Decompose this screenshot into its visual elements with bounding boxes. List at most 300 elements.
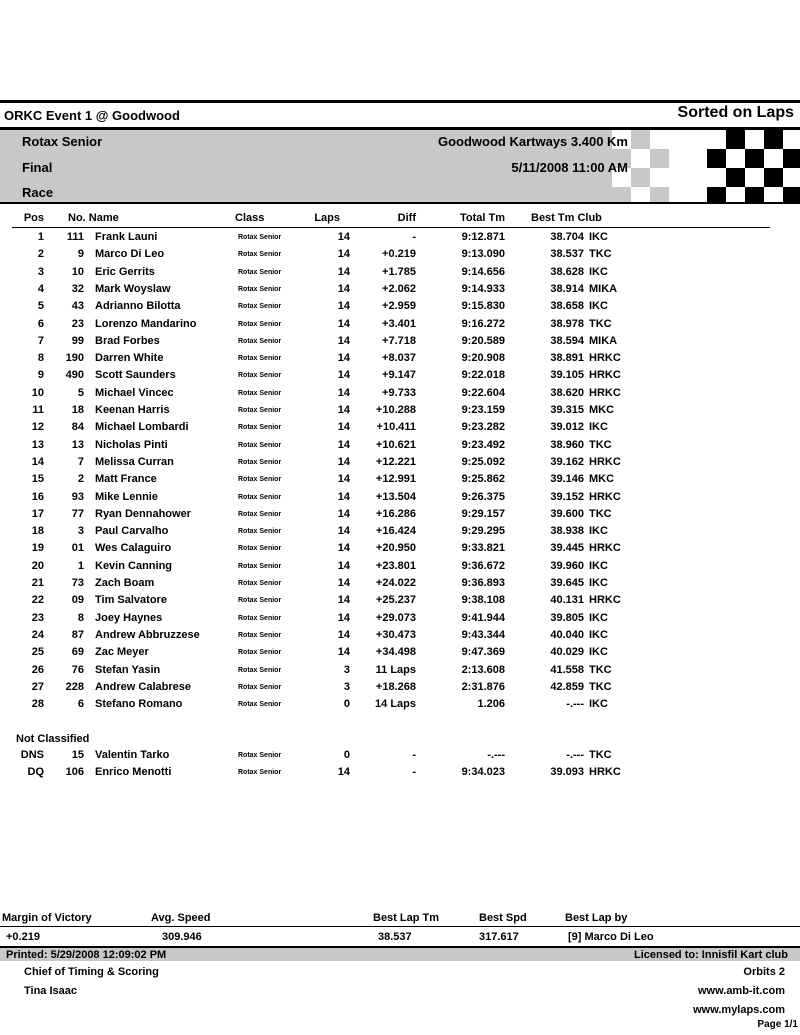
best-by-value: [9] Marco Di Leo (568, 931, 654, 943)
cell-no: 15 (71, 749, 84, 761)
cell-best: 39.093 (550, 766, 584, 779)
result-row (0, 698, 800, 715)
result-row (0, 266, 800, 283)
cell-no: 84 (71, 421, 84, 434)
chief-name: Tina Isaac (24, 985, 77, 997)
cell-class: Rotax Senior (238, 701, 282, 709)
cell-laps: 14 (337, 490, 350, 503)
flag-square (726, 168, 745, 187)
cell-total: 9:25.092 (461, 455, 505, 468)
cell-best: 39.960 (550, 559, 584, 572)
cell-no: 01 (71, 542, 84, 555)
cell-total: 9:26.375 (461, 490, 505, 503)
sorted-label: Sorted on Laps (677, 104, 794, 121)
cell-diff: +2.062 (382, 282, 416, 295)
cell-no: 93 (71, 490, 84, 503)
cell-no: 3 (77, 525, 84, 538)
cell-no: 490 (65, 369, 84, 382)
flag-square (764, 168, 783, 187)
flag-square (783, 130, 800, 149)
cell-class: Rotax Senior (238, 493, 282, 501)
cell-total: 9:14.656 (461, 265, 505, 278)
cell-class: Rotax Senior (238, 458, 282, 466)
cell-pos: 16 (31, 490, 44, 503)
cell-total: 9:22.018 (461, 369, 505, 382)
cell-name: Andrew Abbruzzese (95, 628, 200, 641)
cell-club: TKC (589, 438, 612, 451)
cell-total: 9:15.830 (461, 300, 505, 313)
cell-name: Keenan Harris (95, 404, 170, 416)
flag-square (707, 149, 726, 168)
margin-label: Margin of Victory (2, 912, 92, 924)
cell-club: TKC (589, 663, 612, 676)
result-row (0, 439, 800, 456)
cell-total: 9:33.821 (461, 542, 505, 555)
cell-total: 9:34.023 (461, 766, 505, 779)
cell-pos: 10 (31, 386, 44, 399)
flag-square (612, 187, 631, 204)
cell-name: Lorenzo Mandarino (95, 317, 197, 330)
cell-club: TKC (589, 248, 612, 261)
cell-total: 1.206 (477, 698, 505, 711)
col-pos-header: Pos (23, 212, 44, 224)
cell-total: 9:38.108 (461, 594, 505, 607)
cell-club: TKC (589, 317, 612, 330)
result-row (0, 560, 800, 577)
cell-class: Rotax Senior (238, 649, 282, 657)
flag-square (764, 149, 783, 168)
cell-best: 39.105 (550, 369, 584, 382)
result-row (0, 352, 800, 369)
result-row (0, 231, 800, 248)
cell-laps: 14 (337, 525, 350, 538)
cell-laps: 14 (337, 507, 350, 520)
cell-total: 9:23.492 (461, 438, 505, 451)
cell-club: TKC (589, 680, 612, 693)
cell-club: HRKC (589, 490, 621, 503)
cell-best: 38.978 (550, 317, 584, 330)
cell-name: Wes Calaguiro (95, 542, 172, 555)
cell-diff: +16.424 (375, 525, 416, 538)
cell-best: 39.315 (550, 404, 584, 416)
cell-club: MKC (589, 473, 615, 486)
cell-class: Rotax Senior (238, 268, 282, 276)
flag-square (726, 187, 745, 204)
cell-pos: 8 (37, 352, 44, 365)
result-row (0, 681, 800, 698)
result-row (0, 283, 800, 300)
cell-class: Rotax Senior (238, 285, 282, 293)
flag-square (650, 168, 669, 187)
page-number: Page 1/1 (757, 1019, 798, 1030)
software-name: Orbits 2 (743, 966, 785, 978)
summary-rule (0, 926, 800, 927)
flag-square (631, 187, 650, 204)
cell-laps: 14 (337, 421, 350, 434)
cell-best: 39.645 (550, 577, 584, 589)
cell-class: Rotax Senior (238, 545, 282, 553)
cell-pos: 19 (31, 542, 44, 555)
cell-best: 39.600 (550, 507, 584, 520)
cell-best: 38.620 (550, 386, 584, 399)
result-row (0, 664, 800, 681)
cell-name: Kevin Canning (95, 559, 173, 572)
cell-best: 38.537 (550, 248, 584, 261)
cell-diff: +0.219 (382, 248, 416, 261)
cell-name: Mark Woyslaw (95, 282, 171, 295)
cell-club: IKC (589, 698, 608, 711)
header-box (0, 127, 800, 204)
cell-pos: 25 (31, 646, 44, 659)
cell-class: Rotax Senior (238, 424, 282, 432)
cell-total: 9:20.589 (461, 334, 505, 347)
flag-square (764, 187, 783, 204)
cell-laps: 14 (337, 265, 350, 278)
cell-pos: 26 (31, 663, 44, 676)
cell-name: Paul Carvalho (95, 525, 169, 538)
cell-laps: 14 (337, 248, 350, 261)
flag-square (669, 187, 688, 204)
cell-diff: +23.801 (375, 559, 416, 572)
flag-square (745, 130, 764, 149)
cell-club: HRKC (589, 455, 621, 468)
cell-total: 9:14.933 (461, 282, 505, 295)
col-diff-header: Diff (397, 212, 416, 224)
col-laps-header: Laps (314, 212, 340, 224)
cell-pos: 20 (31, 559, 44, 572)
result-row (0, 542, 800, 559)
cell-total: 9:43.344 (461, 628, 505, 641)
result-row (0, 456, 800, 473)
cell-total: 9:47.369 (461, 646, 505, 659)
cell-diff: +25.237 (375, 594, 416, 607)
cell-total: 9:16.272 (461, 317, 505, 330)
result-row (0, 369, 800, 386)
cell-name: Stefano Romano (95, 698, 183, 711)
cell-diff: - (412, 766, 416, 779)
cell-diff: +10.621 (375, 438, 416, 451)
speed-label: Avg. Speed (151, 912, 211, 924)
cell-total: 9:22.604 (461, 386, 505, 399)
cell-total: 9:36.893 (461, 577, 505, 589)
cell-pos: 11 (32, 404, 44, 416)
cell-no: 190 (65, 352, 84, 365)
cell-club: IKC (589, 646, 608, 659)
cell-best: -.--- (566, 698, 584, 711)
cell-laps: 14 (337, 559, 350, 572)
cell-name: Melissa Curran (95, 455, 174, 468)
cell-no: 18 (71, 404, 84, 416)
cell-pos: 6 (37, 317, 44, 330)
result-row (0, 335, 800, 352)
cell-laps: 14 (337, 404, 350, 416)
cell-name: Zac Meyer (95, 646, 149, 659)
cell-no: 77 (71, 507, 84, 520)
flag-square (650, 149, 669, 168)
cell-best: 39.146 (550, 473, 584, 486)
result-row (0, 421, 800, 438)
cell-class: Rotax Senior (238, 407, 282, 414)
col-best-club-header: Best Tm Club (531, 212, 602, 224)
cell-diff: - (412, 231, 416, 243)
result-row (0, 525, 800, 542)
cell-class: Rotax Senior (238, 752, 282, 759)
cell-best: -.--- (566, 749, 584, 761)
cell-diff: +12.991 (375, 473, 416, 486)
cell-best: 38.704 (550, 231, 584, 243)
cell-best: 40.029 (550, 646, 584, 659)
cell-diff: +2.959 (382, 300, 416, 313)
cell-class: Rotax Senior (238, 476, 282, 484)
cell-total: 9:29.295 (461, 525, 505, 538)
result-row (0, 749, 800, 766)
cell-diff: +13.504 (375, 490, 416, 503)
cell-pos: 22 (31, 594, 44, 607)
cell-total: 2:31.876 (461, 680, 505, 693)
flag-square (688, 168, 707, 187)
cell-no: 1 (77, 559, 84, 572)
cell-pos: DQ (27, 766, 44, 779)
cell-laps: 14 (337, 386, 350, 399)
cell-total: 9:13.090 (461, 248, 505, 261)
cell-diff: +9.147 (382, 369, 416, 382)
class-name: Rotax Senior (22, 134, 103, 149)
cell-class: Rotax Senior (238, 631, 282, 639)
cell-club: MKC (589, 404, 615, 416)
flag-square (631, 168, 650, 187)
flag-square (688, 130, 707, 149)
cell-best: 38.891 (550, 352, 584, 365)
flag-square (631, 149, 650, 168)
col-no-name-header: No. Name (68, 212, 119, 224)
cell-no: 13 (71, 438, 84, 451)
cell-no: 73 (71, 577, 84, 589)
cell-best: 38.938 (550, 525, 584, 538)
cell-class: Rotax Senior (238, 562, 282, 570)
cell-total: 9:25.862 (461, 473, 505, 486)
cell-class: Rotax Senior (238, 510, 282, 518)
cell-class: Rotax Senior (238, 355, 282, 363)
header-rule (12, 227, 770, 228)
cell-class: Rotax Senior (238, 683, 282, 691)
cell-club: IKC (589, 611, 608, 624)
cell-pos: 1 (37, 231, 44, 243)
result-row (0, 404, 800, 421)
printed-bar (0, 946, 800, 961)
cell-name: Mike Lennie (95, 490, 158, 503)
cell-name: Stefan Yasin (95, 663, 161, 676)
flag-square (707, 187, 726, 204)
cell-best: 39.012 (550, 421, 584, 434)
cell-class: Rotax Senior (238, 614, 282, 622)
cell-club: IKC (589, 421, 608, 434)
cell-class: Rotax Senior (238, 234, 282, 241)
cell-club: IKC (589, 265, 608, 278)
cell-diff: +34.498 (375, 646, 416, 659)
cell-no: 2 (77, 473, 84, 486)
cell-total: 9:12.871 (461, 231, 505, 243)
cell-name: Joey Haynes (95, 611, 163, 624)
cell-no: 8 (77, 611, 84, 624)
cell-laps: 14 (337, 594, 350, 607)
flag-square (631, 130, 650, 149)
cell-pos: 28 (31, 698, 44, 711)
cell-club: IKC (589, 559, 608, 572)
cell-laps: 14 (337, 628, 350, 641)
cell-laps: 0 (343, 749, 350, 761)
cell-no: 76 (71, 663, 84, 676)
cell-pos: 21 (31, 577, 44, 589)
result-row (0, 646, 800, 663)
flag-square (650, 187, 669, 204)
flag-square (745, 149, 764, 168)
cell-name: Matt France (95, 473, 157, 486)
cell-laps: 3 (343, 680, 350, 693)
best-lap-value: 38.537 (378, 931, 412, 943)
cell-club: IKC (589, 525, 608, 538)
track-name: Goodwood Kartways 3.400 Km (438, 134, 628, 149)
cell-club: IKC (589, 628, 608, 641)
cell-no: 43 (71, 300, 84, 313)
flag-square (764, 130, 783, 149)
result-row (0, 300, 800, 317)
cell-club: TKC (589, 507, 612, 520)
cell-pos: 18 (31, 525, 44, 538)
cell-no: 5 (77, 386, 84, 399)
cell-best: 39.152 (550, 490, 584, 503)
licensed-to: Licensed to: Innisfil Kart club (633, 949, 788, 961)
cell-total: 9:41.944 (461, 611, 505, 624)
amb-link[interactable]: www.amb-it.com (698, 985, 785, 997)
cell-best: 39.445 (550, 542, 584, 555)
cell-diff: 11 Laps (375, 663, 416, 676)
result-row (0, 473, 800, 490)
cell-pos: 2 (37, 248, 44, 261)
cell-diff: +8.037 (382, 352, 416, 365)
cell-no: 99 (71, 334, 84, 347)
cell-class: Rotax Senior (238, 337, 282, 345)
cell-total: 9:20.908 (461, 352, 505, 365)
cell-laps: 14 (337, 766, 350, 779)
cell-best: 42.859 (550, 680, 584, 693)
cell-no: 111 (66, 231, 84, 243)
col-class-header: Class (235, 212, 265, 224)
cell-laps: 14 (337, 369, 350, 382)
cell-diff: +10.411 (376, 421, 416, 434)
cell-class: Rotax Senior (238, 769, 282, 777)
cell-diff: +29.073 (375, 611, 416, 624)
result-row (0, 248, 800, 265)
cell-no: 106 (65, 766, 84, 779)
cell-pos: 27 (31, 680, 44, 693)
cell-diff: +20.950 (375, 542, 416, 555)
cell-club: TKC (589, 749, 612, 761)
flag-square (688, 149, 707, 168)
cell-best: 39.805 (550, 611, 584, 624)
cell-class: Rotax Senior (238, 580, 282, 587)
session-type: Race (22, 185, 54, 200)
cell-best: 38.658 (550, 300, 584, 313)
cell-laps: 14 (337, 455, 350, 468)
flag-square (783, 149, 800, 168)
top-rule (0, 100, 800, 103)
result-row (0, 629, 800, 646)
cell-club: HRKC (589, 386, 621, 399)
event-title: ORKC Event 1 @ Goodwood (4, 108, 180, 123)
cell-pos: 14 (31, 455, 44, 468)
cell-no: 23 (71, 317, 84, 330)
cell-club: MIKA (589, 282, 618, 295)
cell-diff: 14 Laps (375, 698, 416, 711)
cell-laps: 14 (337, 646, 350, 659)
cell-laps: 14 (337, 542, 350, 555)
cell-best: 38.960 (550, 438, 584, 451)
cell-name: Frank Launi (95, 231, 158, 243)
cell-diff: +18.268 (375, 680, 416, 693)
cell-no: 6 (77, 698, 84, 711)
margin-value: +0.219 (6, 931, 40, 943)
cell-pos: DNS (20, 749, 44, 761)
cell-best: 38.628 (550, 265, 584, 278)
cell-name: Andrew Calabrese (95, 680, 191, 693)
cell-best: 38.914 (550, 282, 584, 295)
mylaps-link[interactable]: www.mylaps.com (693, 1004, 785, 1016)
cell-total: 9:36.672 (461, 559, 505, 572)
cell-pos: 9 (37, 369, 44, 382)
cell-laps: 14 (337, 611, 350, 624)
cell-total: 9:29.157 (461, 507, 505, 520)
cell-diff: - (412, 749, 416, 761)
cell-no: 7 (77, 455, 84, 468)
cell-class: Rotax Senior (238, 528, 282, 536)
cell-pos: 12 (31, 421, 44, 434)
chief-label: Chief of Timing & Scoring (24, 966, 159, 978)
cell-name: Darren White (95, 352, 164, 365)
cell-diff: +7.718 (382, 334, 416, 347)
cell-best: 40.040 (550, 628, 584, 641)
cell-class: Rotax Senior (238, 597, 282, 605)
cell-name: Enrico Menotti (95, 766, 172, 779)
cell-club: HRKC (589, 766, 621, 779)
cell-class: Rotax Senior (238, 303, 282, 311)
cell-name: Adrianno Bilotta (95, 300, 181, 313)
cell-pos: 7 (37, 334, 44, 347)
flag-square (726, 130, 745, 149)
flag-square (650, 130, 669, 149)
cell-diff: +12.221 (375, 455, 416, 468)
best-spd-label: Best Spd (479, 912, 527, 924)
best-spd-value: 317.617 (479, 931, 519, 943)
cell-pos: 3 (37, 265, 44, 278)
cell-diff: +24.022 (375, 577, 416, 589)
cell-laps: 14 (337, 577, 350, 589)
flag-square (745, 168, 764, 187)
cell-name: Tim Salvatore (95, 594, 167, 607)
cell-pos: 17 (31, 507, 44, 520)
flag-square (669, 168, 688, 187)
cell-club: IKC (589, 300, 608, 313)
cell-pos: 4 (37, 282, 44, 295)
cell-pos: 24 (31, 628, 44, 641)
cell-no: 32 (71, 282, 84, 295)
flag-square (783, 168, 800, 187)
col-total-header: Total Tm (459, 212, 505, 224)
cell-laps: 3 (343, 663, 350, 676)
not-classified-heading: Not Classified (16, 733, 90, 745)
cell-name: Scott Saunders (95, 369, 176, 382)
result-row (0, 612, 800, 629)
cell-class: Rotax Senior (238, 666, 282, 674)
